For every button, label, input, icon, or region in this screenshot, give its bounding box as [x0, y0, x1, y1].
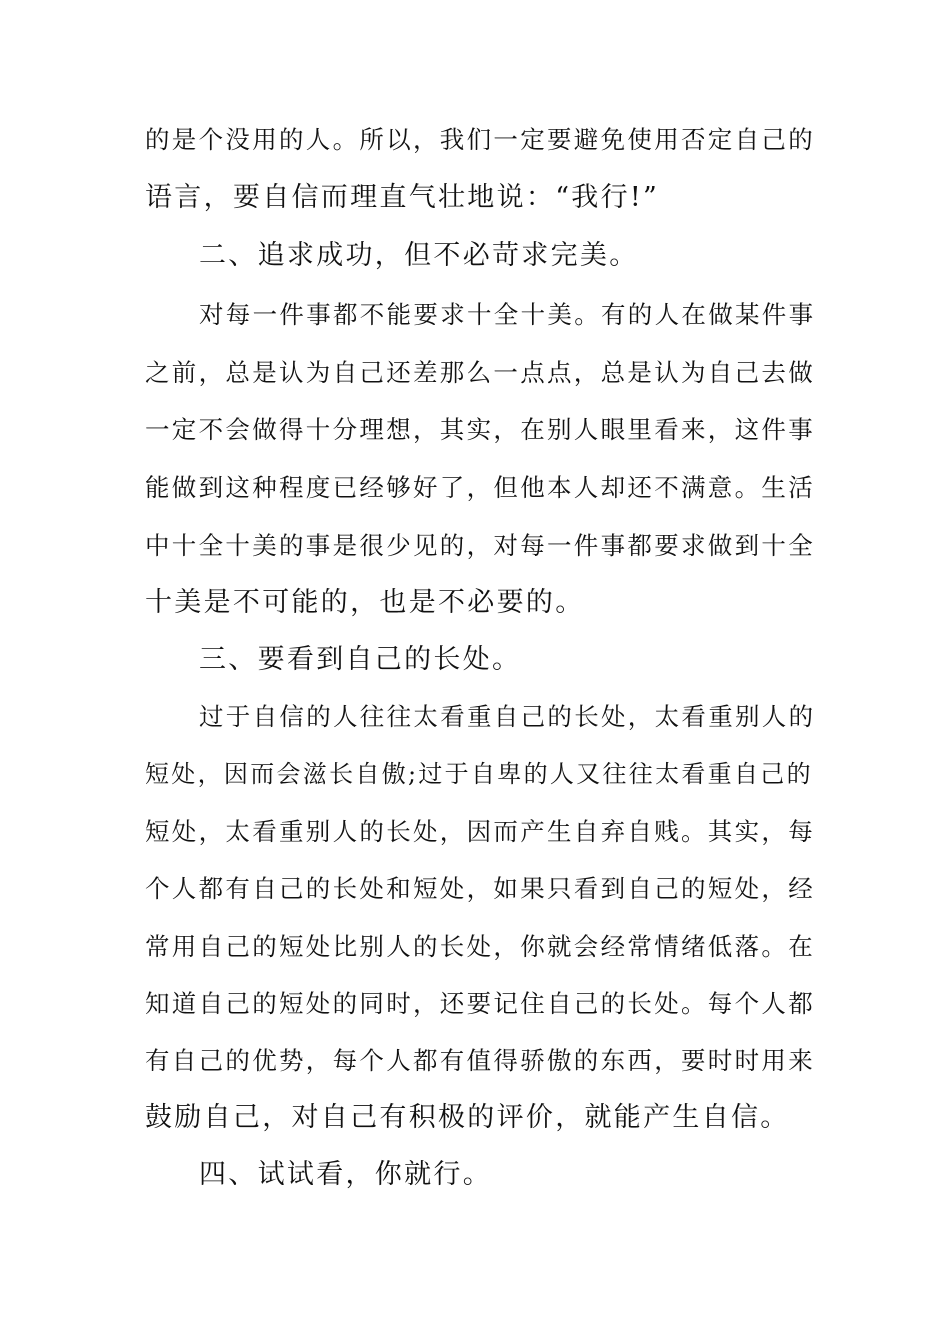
- paragraph-start-line: 过于自信的人往往太看重自己的长处，太看重别人的: [199, 702, 816, 731]
- text-line: 有自己的优势，每个人都有值得骄傲的东西，要时时用来: [145, 1046, 815, 1075]
- text-line: 之前，总是认为自己还差那么一点点，总是认为自己去做: [145, 358, 815, 387]
- text-line: 一定不会做得十分理想，其实，在别人眼里看来，这件事: [145, 415, 815, 444]
- text-line: 十美是不可能的，也是不必要的。: [145, 587, 585, 618]
- text-line: 短处，太看重别人的长处，因而产生自弃自贱。其实，每: [145, 817, 815, 846]
- section-heading: 三、要看到自己的长处。: [199, 644, 522, 675]
- text-line: 语言，要自信而理直气壮地说：“我行!”: [145, 182, 660, 213]
- text-line: 常用自己的短处比别人的长处，你就会经常情绪低落。在: [145, 932, 815, 961]
- section-heading: 二、追求成功，但不必苛求完美。: [199, 240, 639, 271]
- text-line: 能做到这种程度已经够好了，但他本人却还不满意。生活: [145, 473, 815, 502]
- text-line: 中十全十美的事是很少见的，对每一件事都要求做到十全: [145, 531, 815, 560]
- paragraph-start-line: 对每一件事都不能要求十全十美。有的人在做某件事: [199, 300, 816, 329]
- text-line: 短处，因而会滋长自傲;过于自卑的人又往往太看重自己的: [145, 760, 813, 788]
- text-line: 的是个没用的人。所以，我们一定要避免使用否定自己的: [145, 125, 815, 154]
- text-line: 个人都有自己的长处和短处，如果只看到自己的短处，经: [145, 874, 815, 903]
- text-line: 知道自己的短处的同时，还要记住自己的长处。每个人都: [145, 989, 815, 1018]
- section-heading: 四、试试看，你就行。: [199, 1159, 492, 1190]
- text-line: 鼓励自己，对自己有积极的评价，就能产生自信。: [145, 1102, 790, 1133]
